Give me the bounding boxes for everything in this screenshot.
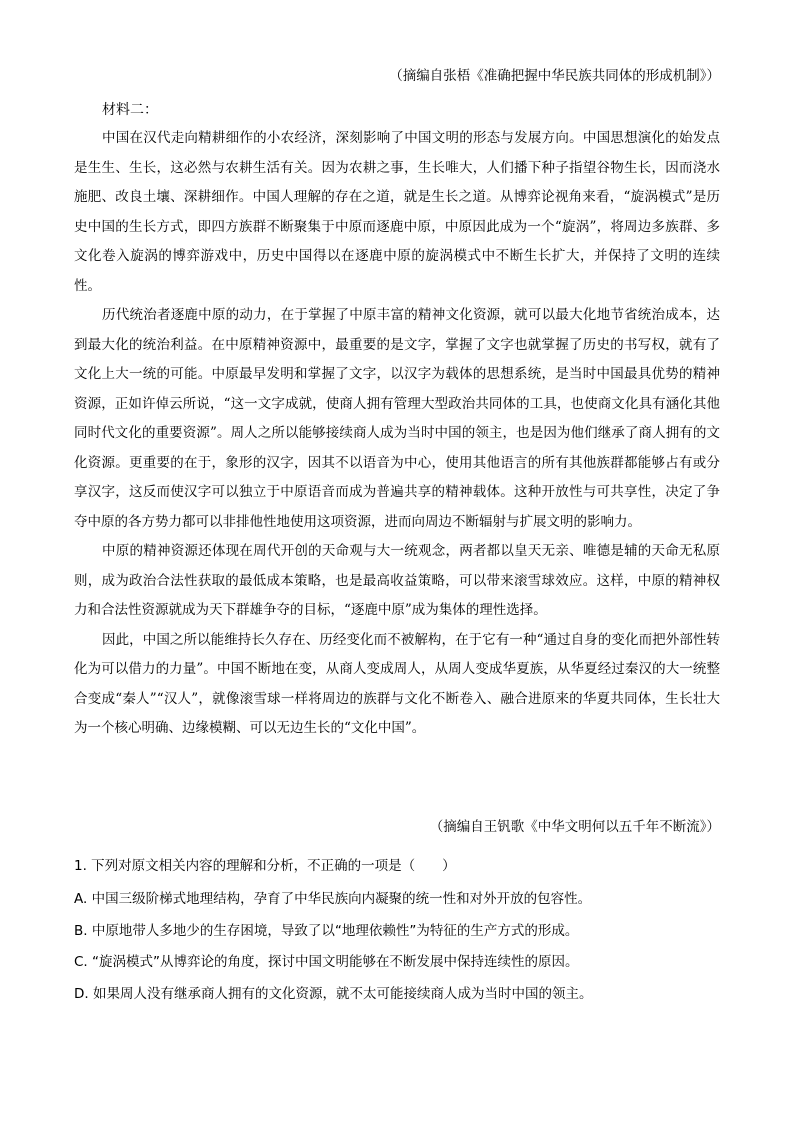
option-a: A. 中国三级阶梯式地理结构，孕育了中华民族向内凝聚的统一性和对外开放的包容性。	[74, 891, 592, 907]
option-d: D. 如果周人没有继承商人拥有的文化资源，就不太可能接续商人成为当时中国的领主。	[74, 986, 593, 1002]
option-c: C. “旋涡模式”从博弈论的角度，探讨中国文明能够在不断发展中保持连续性的原因。	[74, 954, 579, 970]
material-label: 材料二：	[102, 102, 158, 118]
paragraph-3: 中原的精神资源还体现在周代开创的天命观与大一统观念，两者都以皇天无亲、唯德是辅的天命无私原则，成为政治合法性获取的最低成本策略，也是最高收益策略，可以带来滚雪球效应。这样，中原的精神权力和合法性资源就成为天下群雄争夺的目标，“逐鹿中原”成为集体的理性选择。	[74, 543, 720, 618]
paragraph-2: 历代统治者逐鹿中原的动力，在于掌握了中原丰富的精神文化资源，就可以最大化地节省统治成本，达到最大化的统治利益。在中原精神资源中，最重要的是文字，掌握了文字也就掌握了历史的书写权，就有了文化上大一统的可能。中原最早发明和掌握了文字，以汉字为载体的思想系统，是当时中国最具优势的精神资源，正如许倬云所说，“这一文字成就，使商人拥有管理大型政治共同体的工具，也使商文化具有涵化其他同时代文化的重要资源”。周人之所以能够接续商人成为当时中国的领主，也是因为他们继承了商人拥有的文化资源。更重要的在于，象形的汉字，因其不以语音为中心，使用其他语言的所有其他族群都能够占有或分享汉字，这反而使汉字可以独立于中原语音而成为普遍共享的精神载体。这种开放性与可共享性，决定了争夺中原的各方势力都可以非排他性地使用这项资源，进而向周边不断辐射与扩展文明的影响力。	[74, 307, 720, 530]
passage	[74, 124, 720, 744]
option-b: B. 中原地带人多地少的生存困境，导致了以“地理依赖性”为特征的生产方式的形成。	[74, 923, 579, 939]
paragraph-4: 因此，中国之所以能维持长久存在、历经变化而不被解构，在于它有一种“通过自身的变化而把外部性转化为可以借力的力量”。中国不断地在变，从商人变成周人，从周人变成华夏族，从华夏经过秦汉的大一统整合变成“秦人”“汉人”，就像滚雪球一样将周边的族群与文化不断卷入、融合进原来的华夏共同体，生长壮大为一个核心明确、边缘模糊、可以无边生长的“文化中国”。	[74, 631, 720, 736]
source-citation-bottom: （摘编自王钒歌《中华文明何以五千年不断流》）	[429, 819, 720, 835]
paragraph-1: 中国在汉代走向精耕细作的小农经济，深刻影响了中国文明的形态与发展方向。中国思想演化的始发点是生生、生长，这必然与农耕生活有关。因为农耕之事，生长唯大，人们播下种子指望谷物生长，因而浇水施肥、改良土壤、深耕细作。中国人理解的存在之道，就是生长之道。从博弈论视角来看，“旋涡模式”是历史中国的生长方式，即四方族群不断聚集于中原而逐鹿中原，中原因此成为一个“旋涡”，将周边多族群、多文化卷入旋涡的博弈游戏中，历史中国得以在逐鹿中原的旋涡模式中不断生长扩大，并保持了文明的连续性。	[74, 130, 720, 294]
source-citation-top: （摘编自张梧《准确把握中华民族共同体的形成机制》）	[389, 68, 720, 84]
question-stem: 1. 下列对原文相关内容的理解和分析，不正确的一项是（ ）	[74, 858, 456, 874]
